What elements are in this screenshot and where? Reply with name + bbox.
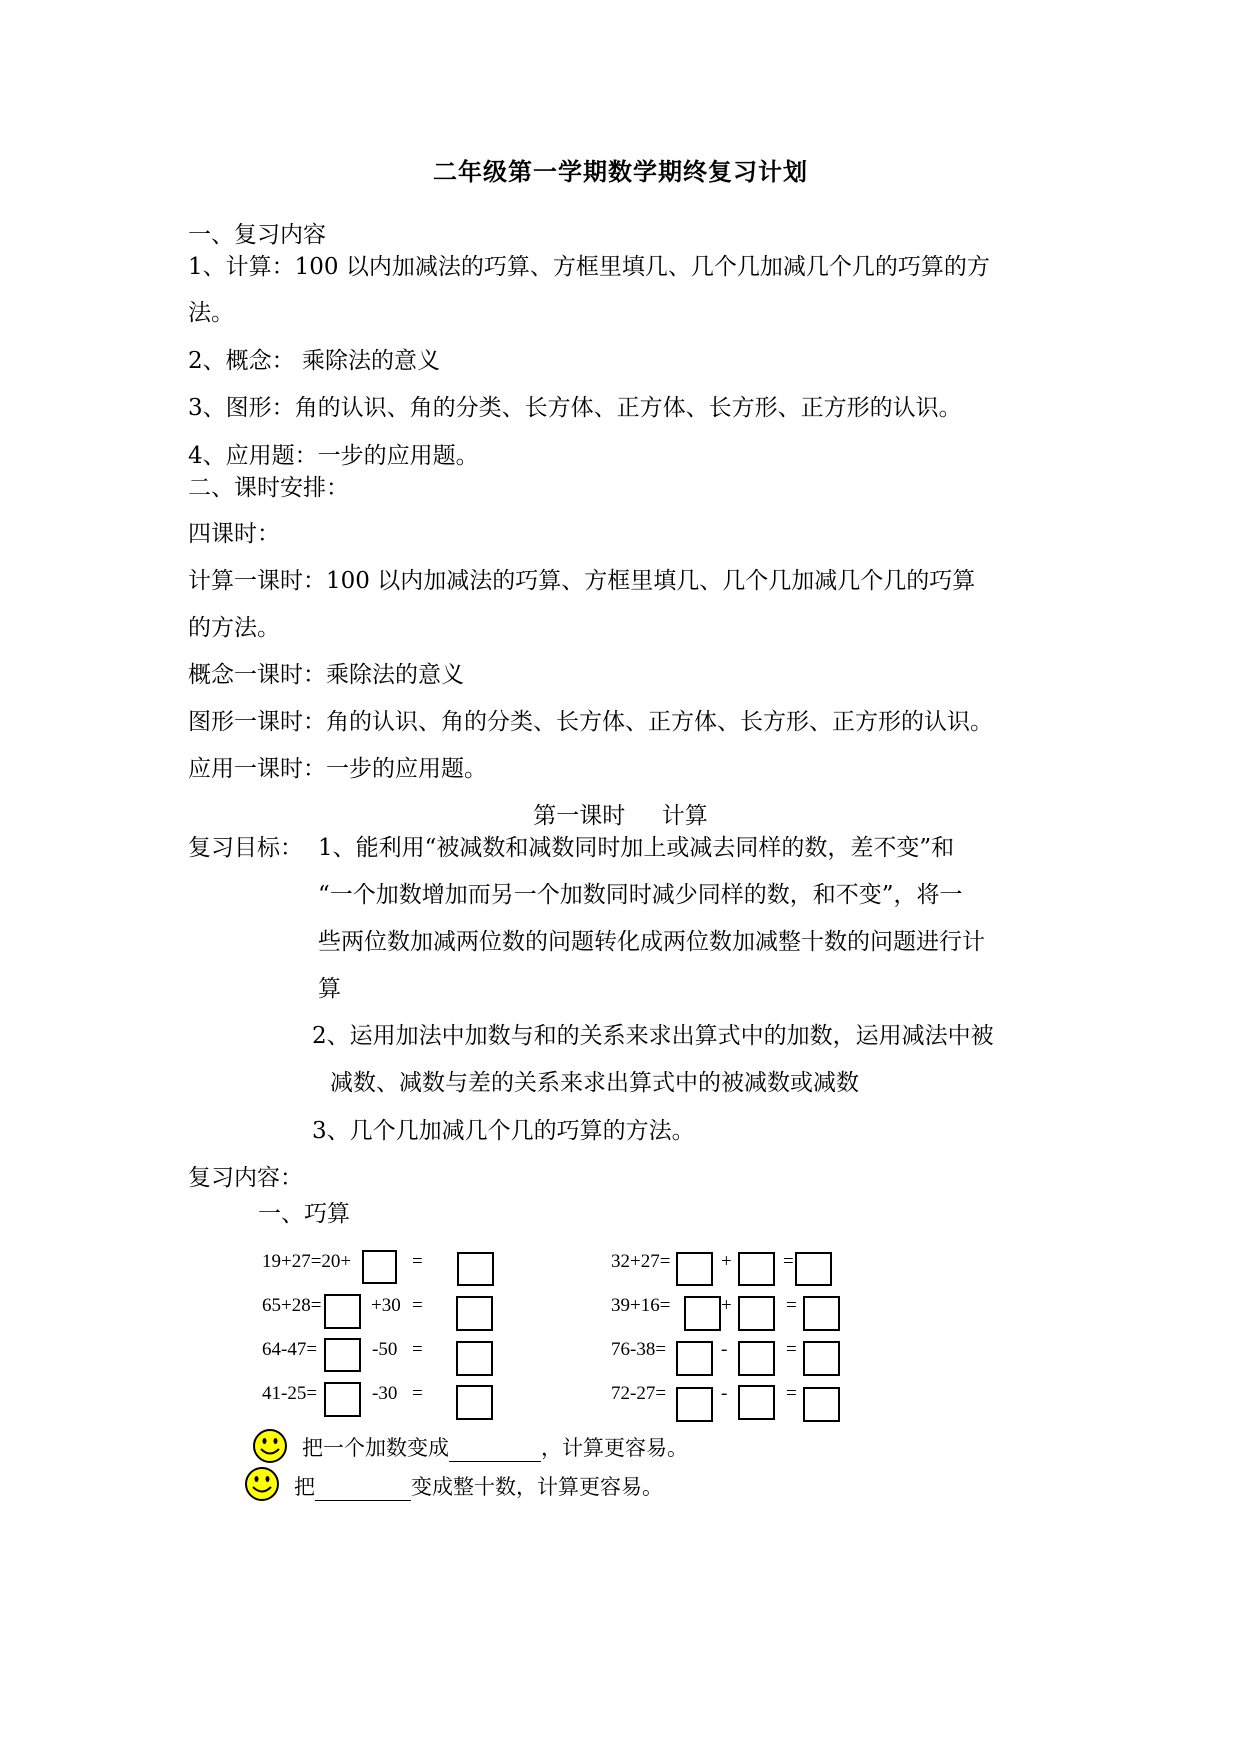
equals-sign: =	[412, 1251, 423, 1272]
plus-sign: +	[721, 1295, 732, 1316]
equals-sign: =	[786, 1339, 797, 1360]
hint2-suffix: 变成整十数，计算更容易。	[411, 1475, 663, 1499]
exercise-right-1: 32+27=	[611, 1251, 671, 1272]
equals-sign: =	[412, 1383, 423, 1404]
hint1-suffix: ，计算更容易。	[541, 1436, 688, 1460]
section2-shape: 图形一课时：角的认识、角的分类、长方体、正方体、长方形、正方形的认识。	[188, 709, 993, 735]
minus-sign: -	[721, 1383, 728, 1404]
answer-box[interactable]	[676, 1387, 713, 1422]
goal1-line2: “一个加数增加而另一个加数同时减少同样的数，和不变”，将一	[318, 882, 963, 908]
answer-box[interactable]	[324, 1338, 361, 1372]
lesson1-heading: 第一课时 计算	[533, 803, 708, 829]
section1-item3: 3、图形：角的认识、角的分类、长方体、正方体、长方形、正方形的认识。	[188, 395, 962, 421]
answer-box[interactable]	[456, 1385, 493, 1420]
answer-box[interactable]	[738, 1252, 775, 1286]
section1-item4: 4、应用题：一步的应用题。	[188, 443, 479, 469]
answer-box[interactable]	[803, 1296, 840, 1331]
plus-sign: +	[721, 1251, 732, 1272]
answer-box[interactable]	[456, 1341, 493, 1376]
section2-apply: 应用一课时：一步的应用题。	[188, 756, 487, 782]
equals-sign: =	[786, 1295, 797, 1316]
section2-total: 四课时：	[188, 521, 280, 547]
answer-box[interactable]	[795, 1252, 832, 1286]
answer-box[interactable]	[803, 1387, 840, 1422]
answer-box[interactable]	[457, 1252, 494, 1286]
section1-item1-line1: 1、计算：100 以内加减法的巧算、方框里填几、几个几加减几个几的巧算的方	[188, 254, 990, 280]
answer-box[interactable]	[738, 1341, 775, 1376]
section2-calc-line2: 的方法。	[188, 615, 280, 641]
section2-heading: 二、课时安排：	[188, 475, 349, 501]
answer-box[interactable]	[324, 1294, 361, 1329]
section1-item2: 2、概念： 乘除法的意义	[188, 348, 440, 374]
goal2-line1: 2、运用加法中加数与和的关系来求出算式中的加数，运用减法中被	[312, 1023, 994, 1049]
goal-label: 复习目标：	[188, 835, 303, 861]
answer-box[interactable]	[676, 1341, 713, 1376]
hint2-prefix: 把	[294, 1475, 315, 1499]
fill-blank[interactable]	[315, 1478, 411, 1501]
equals-sign: =	[412, 1339, 423, 1360]
section1-item1-line2: 法。	[188, 300, 234, 326]
smiley-face-icon	[252, 1428, 288, 1464]
exercise-left-1: 19+27=20+	[262, 1251, 352, 1272]
goal3: 3、几个几加减几个几的巧算的方法。	[312, 1118, 695, 1144]
content-label: 复习内容：	[188, 1165, 303, 1191]
answer-box[interactable]	[324, 1382, 361, 1417]
exercise-left-2: 65+28=	[262, 1295, 322, 1316]
exercise-right-2: 39+16=	[611, 1295, 671, 1316]
exercise-left-3: 64-47=	[262, 1339, 318, 1360]
answer-box[interactable]	[456, 1296, 493, 1331]
goal1-line3: 些两位数加减两位数的问题转化成两位数加减整十数的问题进行计	[318, 929, 985, 955]
document-title: 二年级第一学期数学期终复习计划	[433, 157, 808, 186]
section1-heading: 一、复习内容	[188, 222, 326, 248]
fill-blank[interactable]	[449, 1439, 541, 1462]
goal1-line1: 1、能利用“被减数和减数同时加上或减去同样的数，差不变”和	[318, 835, 955, 861]
equals-sign: =	[783, 1251, 794, 1272]
hint1-prefix: 把一个加数变成	[302, 1436, 449, 1460]
equals-sign: =	[786, 1383, 797, 1404]
section2-calc-line1: 计算一课时：100 以内加减法的巧算、方框里填几、几个几加减几个几的巧算	[188, 568, 976, 594]
answer-box[interactable]	[738, 1385, 775, 1420]
exercise-left-4-mid: -30	[372, 1383, 398, 1404]
exercise-left-2-mid: +30	[371, 1295, 401, 1316]
answer-box[interactable]	[738, 1296, 775, 1331]
goal2-line2: 减数、减数与差的关系来求出算式中的被减数或减数	[330, 1070, 859, 1096]
smiley-face-icon	[244, 1466, 280, 1502]
goal1-line4: 算	[318, 976, 341, 1002]
answer-box[interactable]	[676, 1252, 713, 1286]
exercise-left-3-mid: -50	[372, 1339, 398, 1360]
minus-sign: -	[721, 1339, 728, 1360]
exercise-right-3: 76-38=	[611, 1339, 667, 1360]
exercise-left-4: 41-25=	[262, 1383, 318, 1404]
sub-heading-qiaosuan: 一、巧算	[258, 1201, 350, 1227]
exercise-right-4: 72-27=	[611, 1383, 667, 1404]
hint-line-1	[302, 1434, 688, 1462]
answer-box[interactable]	[803, 1341, 840, 1376]
answer-box[interactable]	[684, 1296, 721, 1331]
section2-concept: 概念一课时：乘除法的意义	[188, 662, 464, 688]
hint-line-2	[294, 1473, 663, 1501]
equals-sign: =	[412, 1295, 423, 1316]
answer-box[interactable]	[362, 1250, 397, 1284]
